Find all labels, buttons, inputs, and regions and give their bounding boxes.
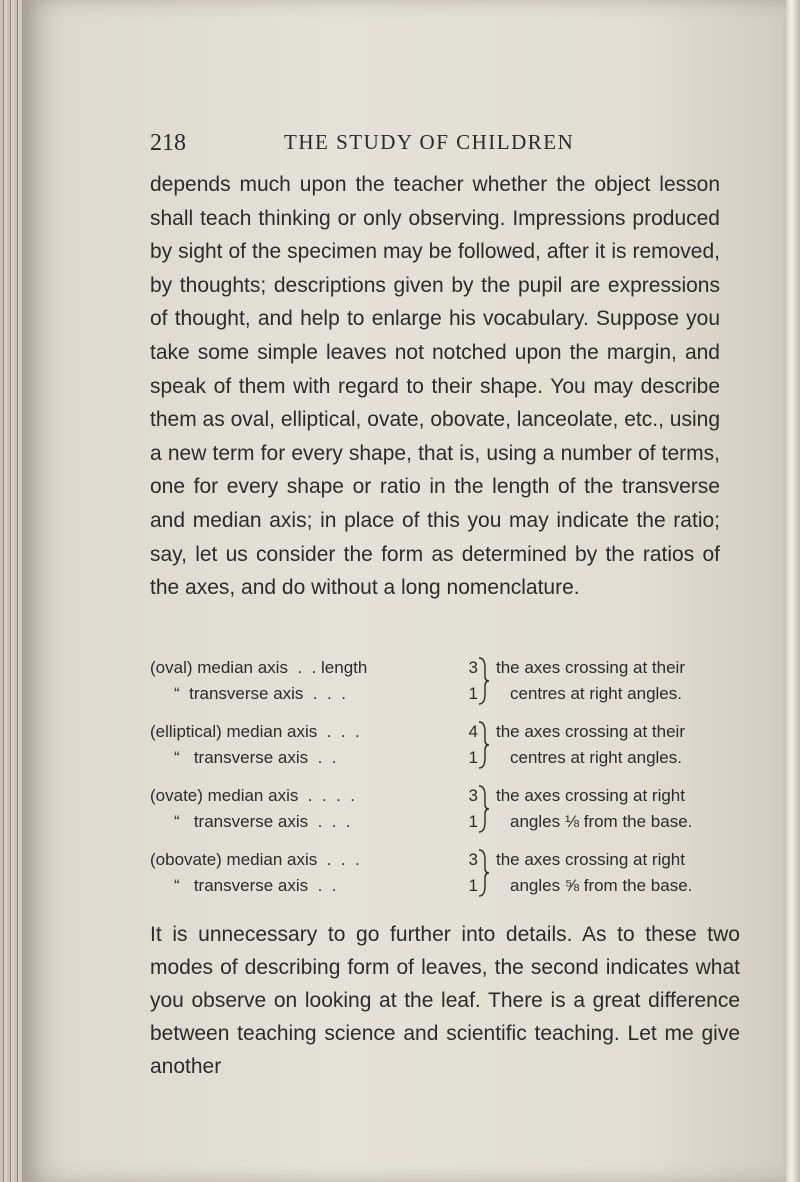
page-number: 218 — [150, 130, 186, 156]
ratio-label: “ transverse axis . . — [174, 748, 337, 767]
body-paragraph: depends much upon the teacher whether the object lesson shall teach thinking or only observing. Impressions produced by sight of the specimen may be followed, after it is removed, by thoughts; descriptions given by the pupil are expressions of thought, and help to enlarge his vocabulary. Suppose you take some simple leaves not notched upon the margin, and speak of them with regard to their shape. You may describe them as oval, elliptical, ovate, obovate, lanceolate, etc., using a new term for every shape, that is, using a number of terms, one for every shape or ratio in the length of the transverse and median axis; in place of this you may indicate the ratio; say, let us consider the form as determined by the ratios of the axes, and do without a long nomenclature. — [150, 173, 720, 600]
page-header — [0, 118, 800, 158]
book-right-edge — [786, 0, 800, 1182]
ratio-label: “ transverse axis . . — [174, 876, 337, 895]
ratio-row-elliptical — [150, 714, 740, 778]
ratio-row-oval — [150, 650, 740, 714]
page-stack-edge — [0, 0, 24, 1182]
ratio-label: (obovate) median axis . . . — [150, 850, 360, 869]
ratio-label: “ transverse axis . . . — [174, 684, 346, 703]
ratio-value: 3 — [468, 786, 478, 805]
ratio-value: 1 — [468, 748, 478, 767]
ratio-description: the axes crossing at right — [496, 786, 685, 805]
ratio-value: 3 — [468, 850, 478, 869]
brace-icon — [477, 784, 489, 834]
ratio-description: the axes crossing at their — [496, 722, 685, 741]
ratio-description: the axes crossing at their — [496, 658, 685, 677]
brace-icon — [477, 848, 489, 898]
ratio-row-obovate — [150, 842, 740, 906]
ratio-value: 1 — [468, 684, 478, 703]
ratio-value: 3 — [468, 658, 478, 677]
closing-paragraph: It is unnecessary to go further into details. As to these two modes of describing form of leaves, the second indicates what you observe on looking at the leaf. There is a great difference between teaching science and scientific teaching. Let me give another — [150, 923, 740, 1078]
ratio-value: 1 — [468, 812, 478, 831]
ratio-label: (elliptical) median axis . . . — [150, 722, 360, 741]
ratio-description: angles ⅛ from the base. — [510, 812, 693, 831]
ratio-description: the axes crossing at right — [496, 850, 685, 869]
running-title: THE STUDY OF CHILDREN — [284, 130, 575, 154]
brace-icon — [477, 656, 489, 706]
axis-ratio-list — [150, 650, 740, 906]
ratio-description: centres at right angles. — [510, 748, 682, 767]
brace-icon — [477, 720, 489, 770]
ratio-label: “ transverse axis . . . — [174, 812, 351, 831]
ratio-label: (ovate) median axis . . . . — [150, 786, 356, 805]
ratio-row-ovate — [150, 778, 740, 842]
ratio-value: 1 — [468, 876, 478, 895]
ratio-label: (oval) median axis . . length — [150, 658, 368, 677]
ratio-description: centres at right angles. — [510, 684, 682, 703]
ratio-value: 4 — [468, 722, 478, 741]
ratio-description: angles ⅝ from the base. — [510, 876, 693, 895]
